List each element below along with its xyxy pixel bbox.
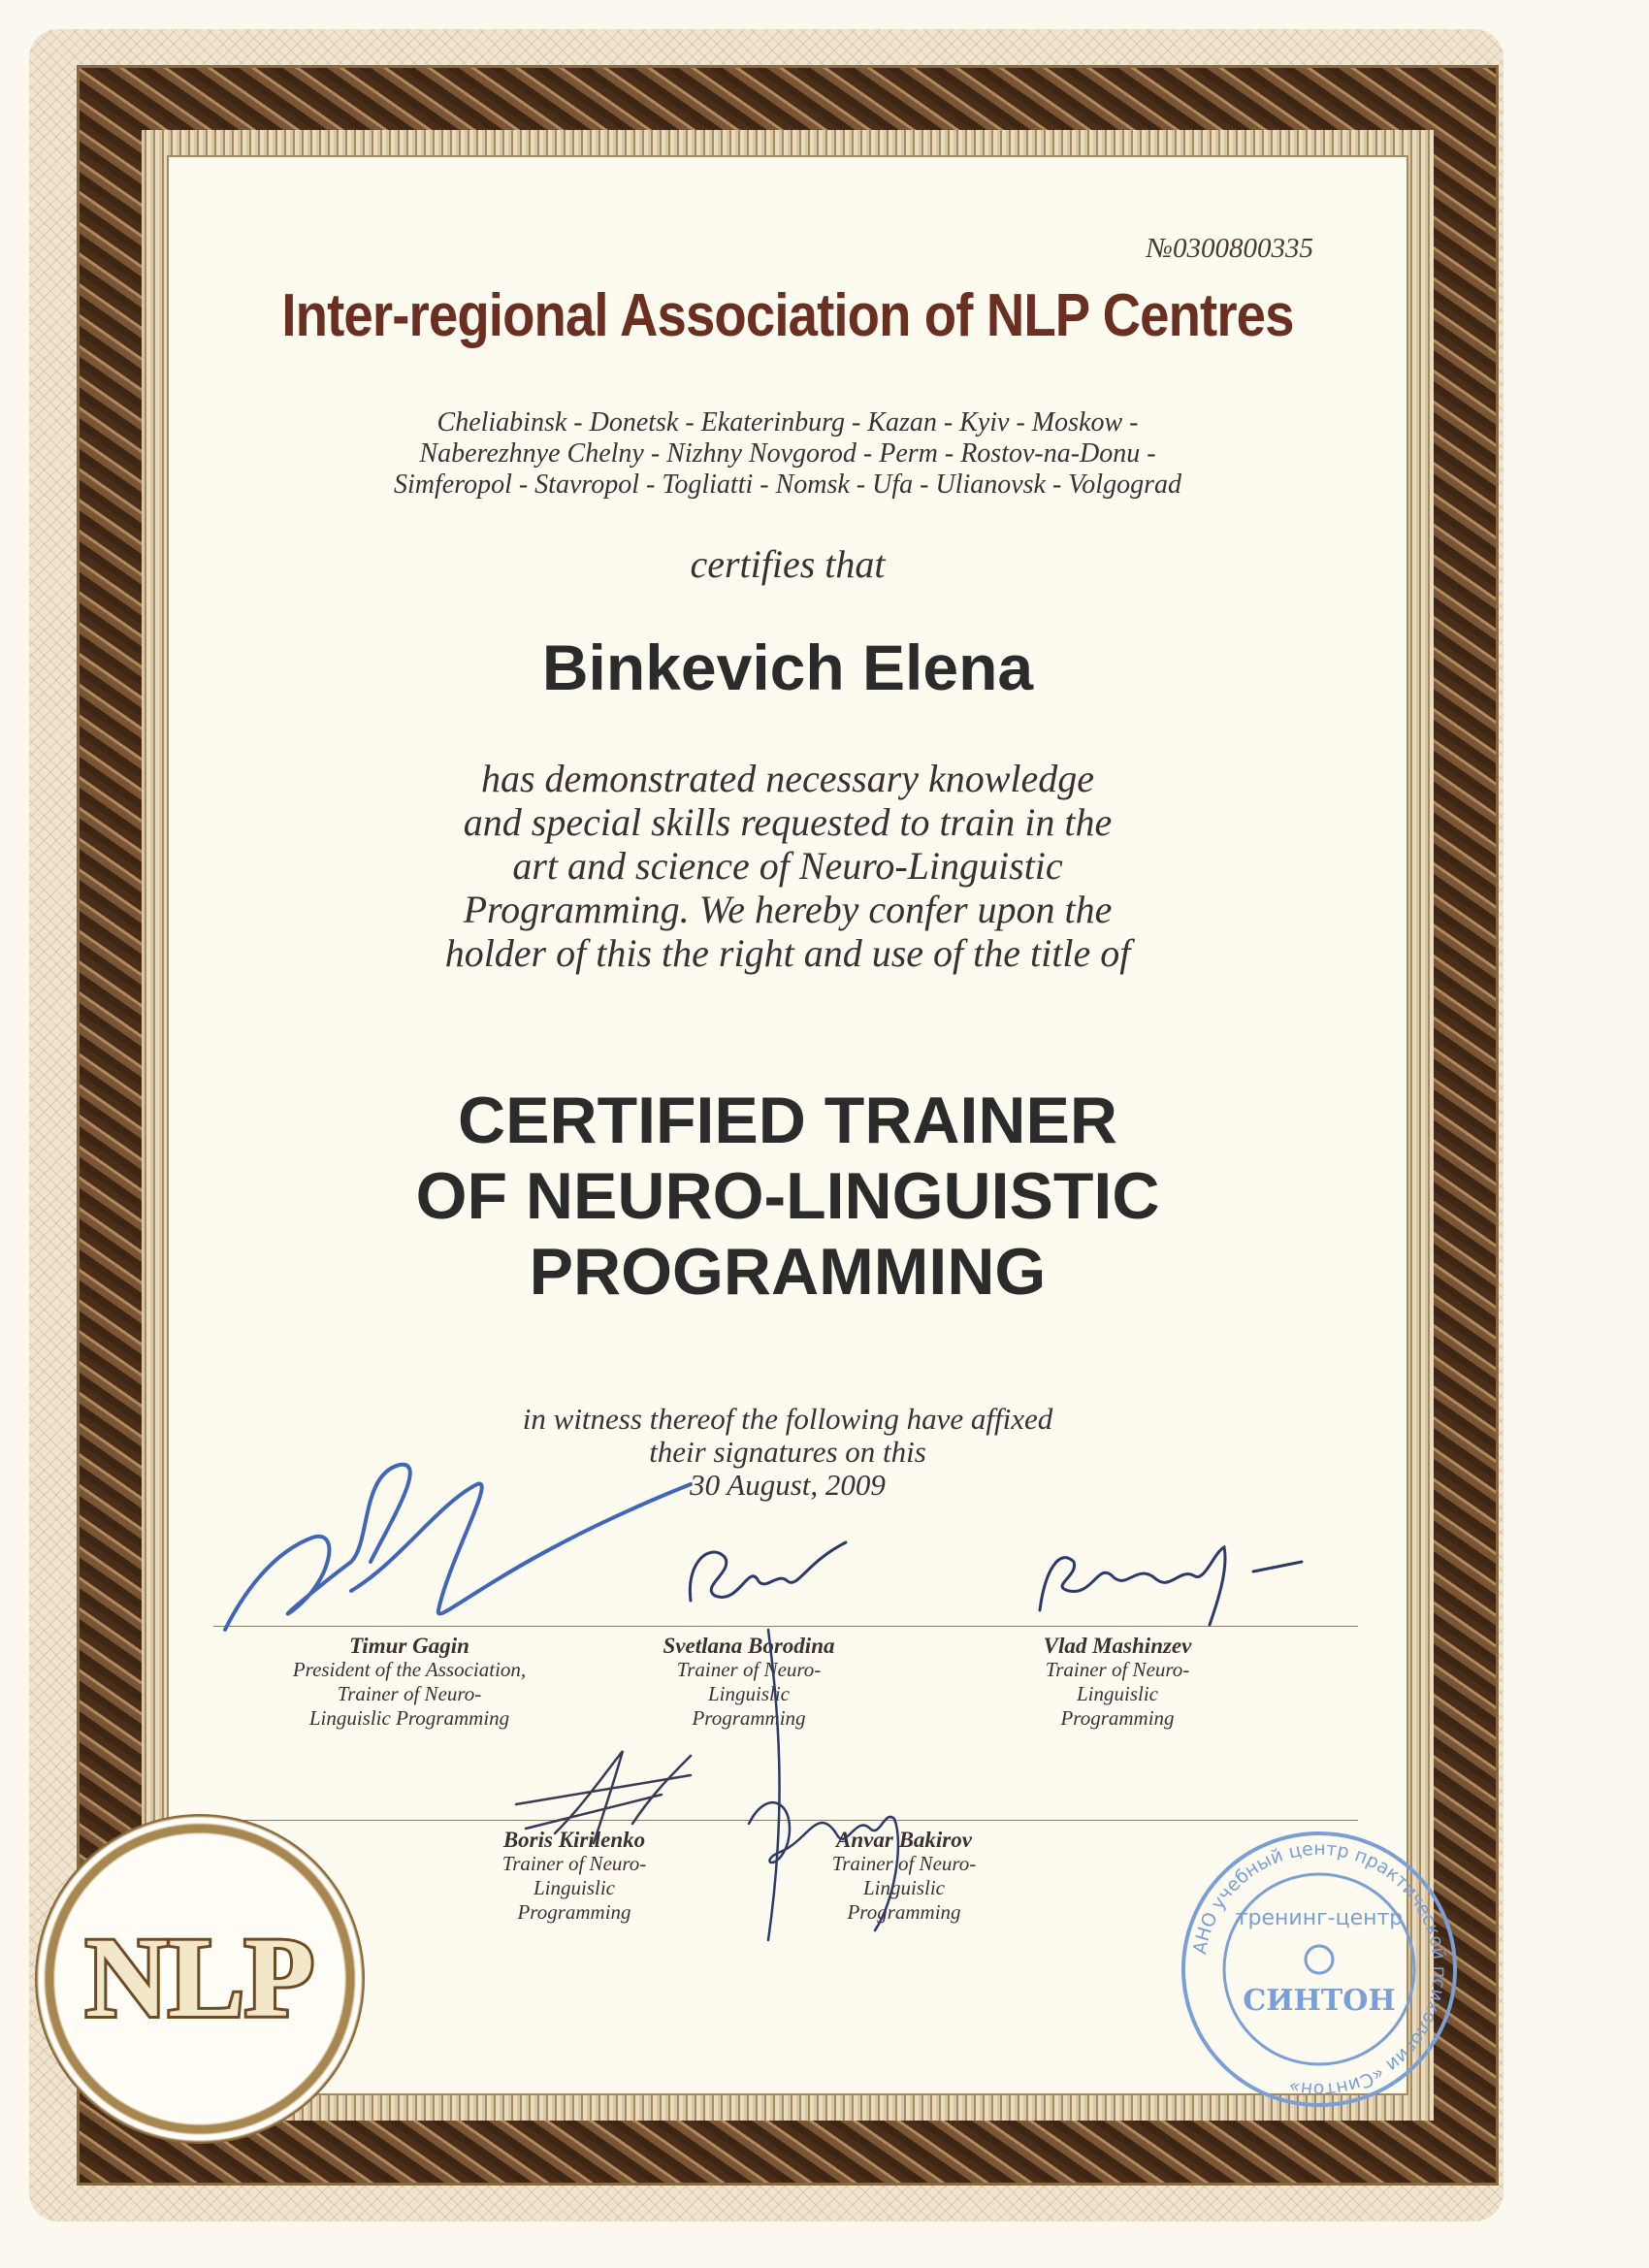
nlp-emblem bbox=[35, 1814, 365, 2144]
title-line: CERTIFIED TRAINER bbox=[458, 1084, 1117, 1157]
certifies-text: certifies that bbox=[690, 542, 886, 586]
signatory-role: Linguislic bbox=[533, 1876, 615, 1899]
statement-line: has demonstrated necessary knowledge bbox=[480, 757, 1095, 800]
signature-anvar-bakirov bbox=[710, 1610, 943, 1960]
city-line: Naberezhnye Chelny - Nizhny Novgorod - Perm - Rostov-na-Donu - bbox=[419, 438, 1156, 469]
statement-line: holder of this the right and use of the title of bbox=[444, 931, 1131, 975]
title-line: OF NEURO-LINGUISTIC bbox=[415, 1159, 1160, 1233]
signature-vlad-mashinzev bbox=[1020, 1533, 1311, 1639]
organization-title: Inter-regional Association of NLP Centres bbox=[281, 282, 1294, 349]
signature-timur-gagin bbox=[206, 1445, 710, 1659]
seal-top-text: тренинг-центр bbox=[1235, 1906, 1404, 1930]
city-list bbox=[322, 407, 1253, 501]
seal-ring-text: АНО учебный центр практической психологии «Синтон» bbox=[1189, 1837, 1451, 2101]
certificate-content bbox=[167, 155, 1408, 2095]
recipient-name: Binkevich Elena bbox=[541, 632, 1034, 703]
signatory-role: Programming bbox=[517, 1900, 631, 1924]
statement-line: art and science of Neuro-Linguistic bbox=[512, 844, 1063, 888]
signatory-role: President of the Association, bbox=[292, 1658, 527, 1681]
certificate-number: №0300800335 bbox=[1146, 233, 1313, 264]
statement-line: and special skills requested to train in the bbox=[463, 800, 1113, 844]
signatory-role: Programming bbox=[847, 1900, 961, 1924]
seal-center-text: СИНТОН bbox=[1243, 1984, 1396, 2018]
signatory-vlad-mashinzev bbox=[1001, 1634, 1234, 1731]
city-line: Simferopol - Stavropol - Togliatti - Nomsk - Ufa - Ulianovsk - Volgograd bbox=[394, 470, 1181, 500]
signatory-role: Trainer of Neuro- bbox=[676, 1658, 822, 1681]
signatory-role: Trainer of Neuro- bbox=[1045, 1658, 1190, 1681]
signatory-name: Vlad Mashinzev bbox=[1043, 1634, 1192, 1658]
round-seal bbox=[1174, 1824, 1465, 2115]
title-line: PROGRAMMING bbox=[529, 1235, 1047, 1309]
statement-text bbox=[322, 757, 1253, 975]
signatory-role: Programming bbox=[1060, 1706, 1175, 1730]
signatory-name: Boris Kirilenko bbox=[502, 1828, 646, 1852]
svg-text:АНО учебный центр практической bbox=[1189, 1838, 1450, 2100]
signatory-name: Timur Gagin bbox=[349, 1634, 469, 1658]
emblem-text: NLP bbox=[85, 1914, 314, 2041]
city-line: Cheliabinsk - Donetsk - Ekaterinburg - Kazan - Kyiv - Moskow - bbox=[436, 407, 1139, 437]
signing-date: 30 August, 2009 bbox=[690, 1468, 886, 1502]
signatory-name: Svetlana Borodina bbox=[663, 1634, 835, 1658]
statement-line: Programming. We hereby confer upon the bbox=[463, 888, 1113, 931]
signatory-role: Trainer of Neuro- bbox=[501, 1852, 647, 1875]
signatory-role: Linguislic bbox=[862, 1876, 945, 1899]
seal-figure-icon bbox=[1306, 1946, 1333, 1973]
signatory-role: Programming bbox=[692, 1706, 806, 1730]
signatory-role: Trainer of Neuro- bbox=[337, 1682, 482, 1705]
signatory-role: Linguislic bbox=[1076, 1682, 1158, 1705]
witness-line: in witness thereof the following have affixed bbox=[522, 1402, 1053, 1436]
nlp-logo-icon bbox=[35, 1814, 365, 2144]
signatory-role: Linguislic Programming bbox=[308, 1706, 510, 1730]
conferred-title bbox=[167, 1083, 1408, 1310]
witness-line: their signatures on this bbox=[649, 1435, 926, 1469]
signatory-role: Trainer of Neuro- bbox=[831, 1852, 977, 1875]
signatory-role: Linguislic bbox=[707, 1682, 790, 1705]
signature-boris-kirilenko bbox=[497, 1736, 729, 1853]
signatory-name: Anvar Bakirov bbox=[836, 1828, 972, 1852]
